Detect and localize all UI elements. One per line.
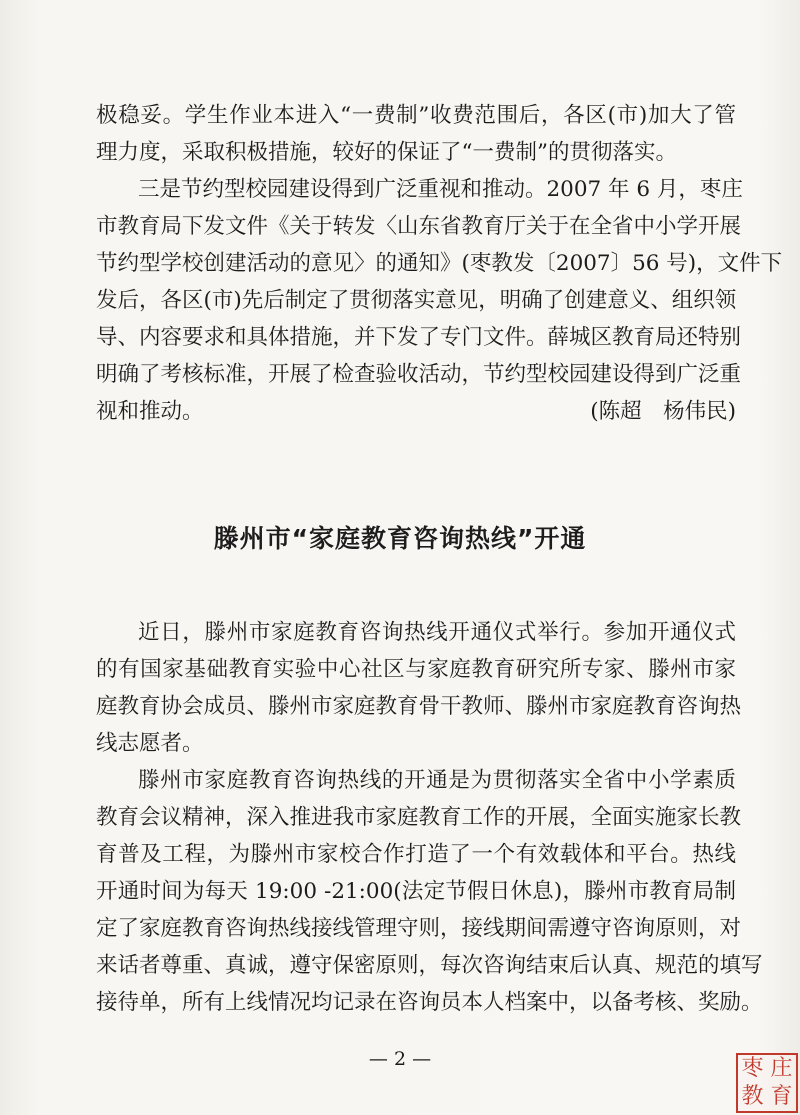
paragraph-line: 市教育局下发文件《关于转发〈山东省教育厅关于在全省中小学开展 — [96, 214, 742, 239]
paragraph-line: 开通时间为每天 19:00 -21:00(法定节假日休息)，滕州市教育局制 — [96, 879, 736, 904]
paragraph-line: 线志愿者。 — [96, 731, 204, 756]
paragraph-line: 节约型学校创建活动的意见〉的通知》(枣教发〔2007〕56 号)，文件下 — [96, 251, 783, 276]
paragraph-line: 来话者尊重、真诚，遵守保密原则，每次咨询结束后认真、规范的填写 — [96, 953, 763, 978]
seal-char: 枣 — [741, 1056, 764, 1081]
paragraph-line: 视和推动。 — [96, 399, 204, 424]
paragraph-line: 的有国家基础教育实验中心社区与家庭教育研究所专家、滕州市家 — [96, 657, 736, 682]
paragraph-line: 理力度，采取积极措施，较好的保证了“一费制”的贯彻落实。 — [96, 140, 677, 165]
paragraph-line: 教育会议精神，深入推进我市家庭教育工作的开展，全面实施家长教 — [96, 805, 742, 830]
paragraph-line: 三是节约型校园建设得到广泛重视和推动。2007 年 6 月，枣庄 — [138, 177, 743, 202]
paragraph-line: 接待单，所有上线情况均记录在咨询员本人档案中，以备考核、奖励。 — [96, 990, 763, 1015]
paragraph-line: 定了家庭教育咨询热线接线管理守则，接线期间需遵守咨询原则，对 — [96, 916, 742, 941]
paragraph-line: 明确了考核标准，开展了检查验收活动，节约型校园建设得到广泛重 — [96, 362, 742, 387]
paragraph-line: 导、内容要求和具体措施，并下发了专门文件。薛城区教育局还特别 — [96, 325, 742, 350]
seal-char: 教 — [741, 1084, 764, 1109]
paragraph-line: 庭教育协会成员、滕州市家庭教育骨干教师、滕州市家庭教育咨询热 — [96, 694, 742, 719]
seal-char: 育 — [770, 1084, 793, 1109]
paragraph-line: 极稳妥。学生作业本进入“一费制”收费范围后，各区(市)加大了管 — [96, 103, 736, 128]
paragraph-line: 滕州市家庭教育咨询热线的开通是为贯彻落实全省中小学素质 — [138, 768, 736, 793]
paragraph-line: 育普及工程，为滕州市家校合作打造了一个有效载体和平台。热线 — [96, 842, 736, 867]
article-title: 滕州市“家庭教育咨询热线”开通 — [213, 524, 587, 553]
page-number: — 2 — — [368, 1048, 432, 1070]
seal-stamp — [736, 1053, 798, 1113]
paragraph-line: 近日，滕州市家庭教育咨询热线开通仪式举行。参加开通仪式 — [138, 620, 736, 645]
seal-char: 庄 — [770, 1056, 793, 1081]
paragraph-line: 发后，各区(市)先后制定了贯彻落实意见，明确了创建意义、组织领 — [96, 288, 737, 313]
author-byline: (陈超 杨伟民) — [590, 399, 736, 424]
